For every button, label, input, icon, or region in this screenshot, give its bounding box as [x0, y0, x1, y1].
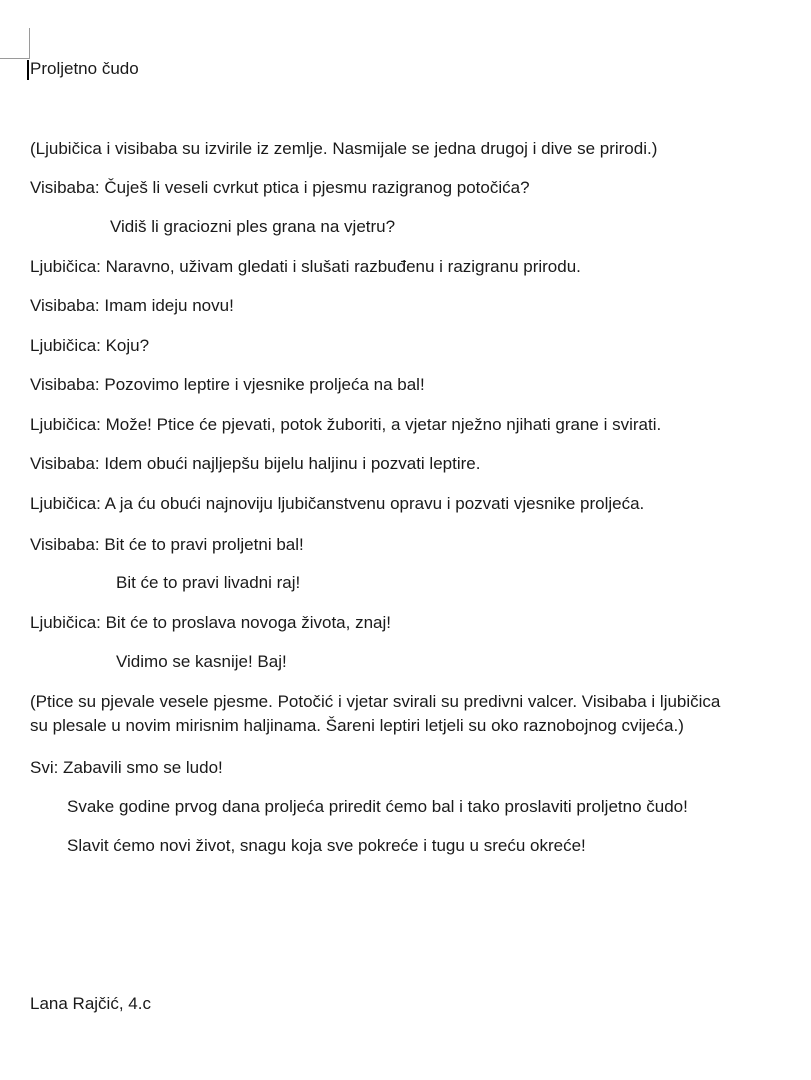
- dialogue-line: Visibaba: Bit će to pravi proljetni bal!: [30, 535, 304, 554]
- dialogue-line: Visibaba: Pozovimo leptire i vjesnike proljeća na bal!: [30, 375, 425, 394]
- dialogue-line: Visibaba: Idem obući najljepšu bijelu haljinu i pozvati leptire.: [30, 454, 481, 473]
- dialogue-line: Ljubičica: Može! Ptice će pjevati, potok žuboriti, a vjetar nježno njihati grane i svirati.: [30, 415, 662, 434]
- dialogue-line: Ljubičica: Bit će to proslava novoga života, znaj!: [30, 613, 391, 632]
- stage-direction: (Ljubičica i visibaba su izvirile iz zemlje. Nasmijale se jedna drugoj i dive se prirodi.): [30, 139, 658, 158]
- dialogue-line: Visibaba: Čuješ li veseli cvrkut ptica i pjesmu razigranog potočića?: [30, 178, 530, 197]
- document-title: Proljetno čudo: [30, 59, 139, 78]
- dialogue-line: Ljubičica: Naravno, uživam gledati i slušati razbuđenu i razigranu prirodu.: [30, 257, 581, 276]
- text-cursor: [27, 60, 29, 80]
- dialogue-line: Svake godine prvog dana proljeća priredit ćemo bal i tako proslaviti proljetno čudo!: [67, 797, 688, 816]
- dialogue-line: Ljubičica: Koju?: [30, 336, 150, 355]
- dialogue-line: Vidimo se kasnije! Baj!: [116, 652, 287, 671]
- stage-direction: (Ptice su pjevale vesele pjesme. Potočić i vjetar svirali su predivni valcer. Visibaba i ljubičica: [30, 692, 721, 711]
- stage-direction: su plesale u novim mirisnim haljinama. Šareni leptiri letjeli su oko raznobojnog cvijeća.): [30, 716, 684, 735]
- dialogue-line: Bit će to pravi livadni raj!: [116, 573, 301, 592]
- author-signature: Lana Rajčić, 4.c: [30, 994, 151, 1013]
- dialogue-line: Ljubičica: A ja ću obući najnoviju ljubičanstvenu opravu i pozvati vjesnike proljeća.: [30, 494, 645, 513]
- dialogue-line: Vidiš li graciozni ples grana na vjetru?: [110, 217, 396, 236]
- dialogue-line: Svi: Zabavili smo se ludo!: [30, 758, 223, 777]
- dialogue-line: Visibaba: Imam ideju novu!: [30, 296, 234, 315]
- margin-corner-mark: [0, 58, 30, 59]
- dialogue-line: Slavit ćemo novi život, snagu koja sve pokreće i tugu u sreću okreće!: [67, 836, 586, 855]
- margin-corner-mark: [29, 28, 30, 58]
